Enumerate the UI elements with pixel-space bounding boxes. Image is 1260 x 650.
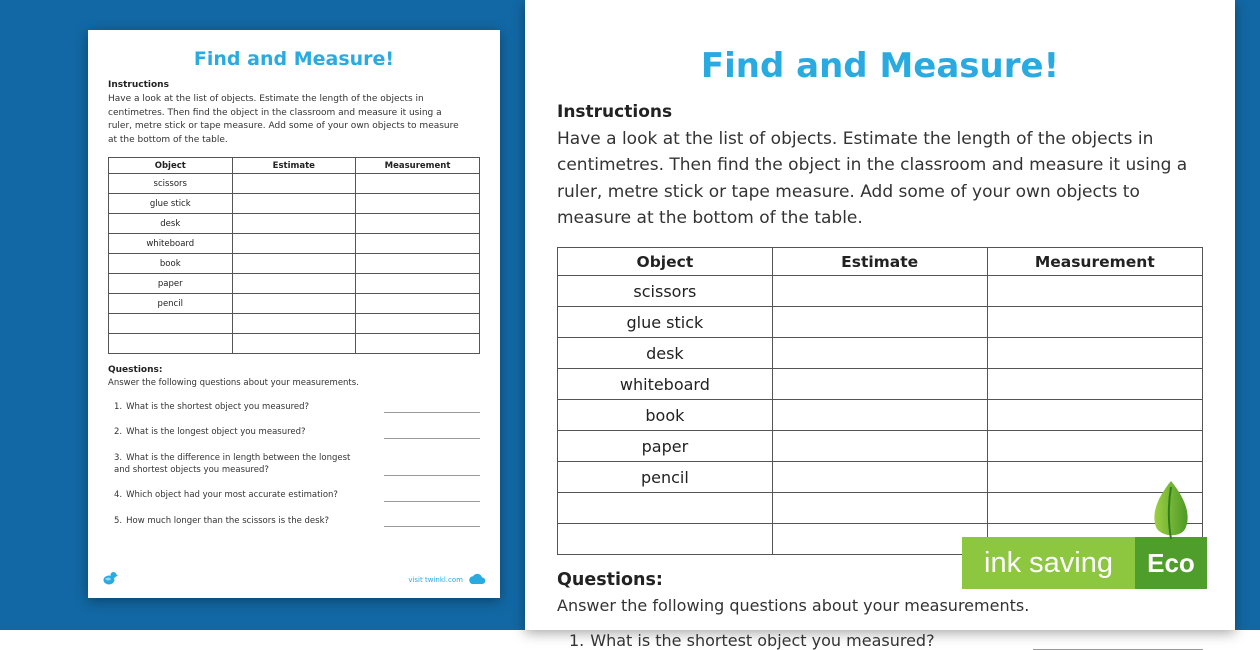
measurement-cell — [987, 338, 1202, 369]
instructions-heading: Instructions — [557, 102, 673, 122]
question-number: 3. — [114, 452, 123, 463]
question-row — [108, 401, 480, 413]
object-cell — [558, 524, 773, 555]
measurement-cell — [987, 400, 1202, 431]
ink-saving-label: ink saving — [962, 537, 1135, 589]
question-number: 2. — [114, 427, 123, 438]
cloud-icon — [468, 574, 486, 587]
object-cell — [558, 493, 773, 524]
table-header-row — [109, 158, 480, 174]
table-row — [558, 338, 1203, 369]
table-row — [109, 274, 480, 294]
measure-table — [108, 157, 480, 354]
col-header-measurement: Measurement — [356, 158, 480, 174]
instructions-heading: Instructions — [108, 80, 169, 90]
col-header-object: Object — [558, 248, 773, 276]
worksheet-page-left — [88, 30, 500, 598]
estimate-cell — [772, 431, 987, 462]
table-row — [109, 254, 480, 274]
measurement-cell — [356, 254, 480, 274]
estimate-cell — [772, 462, 987, 493]
table-row — [109, 234, 480, 254]
table-row — [109, 194, 480, 214]
table-row — [558, 400, 1203, 431]
table-row — [109, 334, 480, 354]
table-row — [558, 369, 1203, 400]
question-number: 1. — [114, 402, 123, 412]
estimate-cell — [232, 314, 356, 334]
measurement-cell — [356, 174, 480, 194]
questions-heading: Questions: — [557, 570, 663, 591]
question-row — [108, 452, 480, 477]
col-header-measurement: Measurement — [987, 248, 1202, 276]
eco-text: Eco — [1147, 547, 1195, 578]
col-header-object: Object — [109, 158, 233, 174]
table-row — [558, 493, 1203, 524]
measurement-cell — [356, 194, 480, 214]
object-cell: whiteboard — [109, 234, 233, 254]
object-cell: scissors — [558, 276, 773, 307]
measurement-cell — [356, 214, 480, 234]
question-row — [557, 631, 1203, 650]
eco-badge — [962, 537, 1207, 589]
estimate-cell — [772, 307, 987, 338]
instructions-text: Have a look at the list of objects. Estimate the length of the objects in centimetres. Then find the object in the classroom and measure it using a ruler, metre stick or tape measure. Add some of your own objects to measure at the bottom of the table. — [108, 94, 459, 145]
answer-line — [384, 499, 480, 502]
visit-link — [408, 574, 486, 587]
answer-line — [384, 410, 480, 413]
table-row — [109, 294, 480, 314]
estimate-cell — [232, 194, 356, 214]
table-row — [558, 307, 1203, 338]
measurement-cell — [356, 314, 480, 334]
estimate-cell — [772, 400, 987, 431]
estimate-cell — [232, 174, 356, 194]
visit-text: visit twinkl.com — [408, 576, 463, 584]
measure-table — [557, 247, 1203, 555]
instructions-text: Have a look at the list of objects. Estimate the length of the objects in centimetres. Then find the object in the classroom and measure it using a ruler, metre stick or tape measure. Add some of your own objects to measure at the bottom of the table. — [557, 129, 1188, 229]
leaf-icon — [1148, 481, 1194, 539]
object-cell: pencil — [109, 294, 233, 314]
measurement-cell — [987, 369, 1202, 400]
measurement-cell — [356, 274, 480, 294]
question-number: 4. — [114, 490, 123, 501]
object-cell: book — [109, 254, 233, 274]
object-cell: scissors — [109, 174, 233, 194]
object-cell: paper — [109, 274, 233, 294]
object-cell: book — [558, 400, 773, 431]
question-text: 4. Which object had your most accurate estimation? — [114, 490, 338, 501]
object-cell: whiteboard — [558, 369, 773, 400]
question-text: 5. How much longer than the scissors is the desk? — [114, 515, 330, 526]
estimate-cell — [232, 274, 356, 294]
measurement-cell — [356, 294, 480, 314]
eco-label-box — [1135, 537, 1207, 589]
question-row — [108, 489, 480, 501]
estimate-cell — [232, 254, 356, 274]
question-number: 5. — [114, 515, 123, 526]
object-cell: glue stick — [558, 307, 773, 338]
measurement-cell — [987, 307, 1202, 338]
estimate-cell — [232, 334, 356, 354]
estimate-cell — [232, 214, 356, 234]
table-row — [558, 276, 1203, 307]
questions-intro: Answer the following questions about your measurements. — [108, 378, 359, 388]
object-cell: desk — [109, 214, 233, 234]
estimate-cell — [772, 524, 987, 555]
question-row — [108, 426, 480, 438]
page-title: Find and Measure! — [700, 46, 1060, 86]
questions-heading: Questions: — [108, 365, 163, 375]
measurement-cell — [356, 234, 480, 254]
table-row — [109, 214, 480, 234]
table-header-row — [558, 248, 1203, 276]
answer-line — [384, 436, 480, 439]
answer-line — [384, 473, 480, 476]
object-cell: pencil — [558, 462, 773, 493]
col-header-estimate: Estimate — [772, 248, 987, 276]
question-text: 3. What is the difference in length between the longest and shortest objects you measured? — [114, 452, 351, 475]
object-cell: glue stick — [109, 194, 233, 214]
question-text: 2. What is the longest object you measured? — [114, 427, 306, 438]
questions-intro: Answer the following questions about your measurements. — [557, 596, 1030, 616]
twinkl-bird-icon — [102, 570, 118, 590]
object-cell — [109, 334, 233, 354]
measurement-cell — [356, 334, 480, 354]
estimate-cell — [232, 294, 356, 314]
table-row — [558, 431, 1203, 462]
worksheet-page-right — [525, 0, 1235, 650]
object-cell — [109, 314, 233, 334]
col-header-estimate: Estimate — [232, 158, 356, 174]
measurement-cell — [987, 431, 1202, 462]
measurement-cell — [987, 276, 1202, 307]
question-row — [108, 515, 480, 527]
answer-line — [384, 524, 480, 527]
question-text: 1. What is the shortest object you measured? — [569, 631, 935, 650]
estimate-cell — [772, 493, 987, 524]
table-row — [109, 174, 480, 194]
page-title: Find and Measure! — [193, 48, 395, 70]
object-cell: desk — [558, 338, 773, 369]
table-row — [558, 462, 1203, 493]
question-number: 1. — [569, 631, 585, 650]
question-text: 1. What is the shortest object you measured? — [114, 402, 310, 412]
table-row — [109, 314, 480, 334]
estimate-cell — [232, 234, 356, 254]
object-cell: paper — [558, 431, 773, 462]
page-footer — [102, 570, 486, 590]
estimate-cell — [772, 276, 987, 307]
estimate-cell — [772, 369, 987, 400]
estimate-cell — [772, 338, 987, 369]
